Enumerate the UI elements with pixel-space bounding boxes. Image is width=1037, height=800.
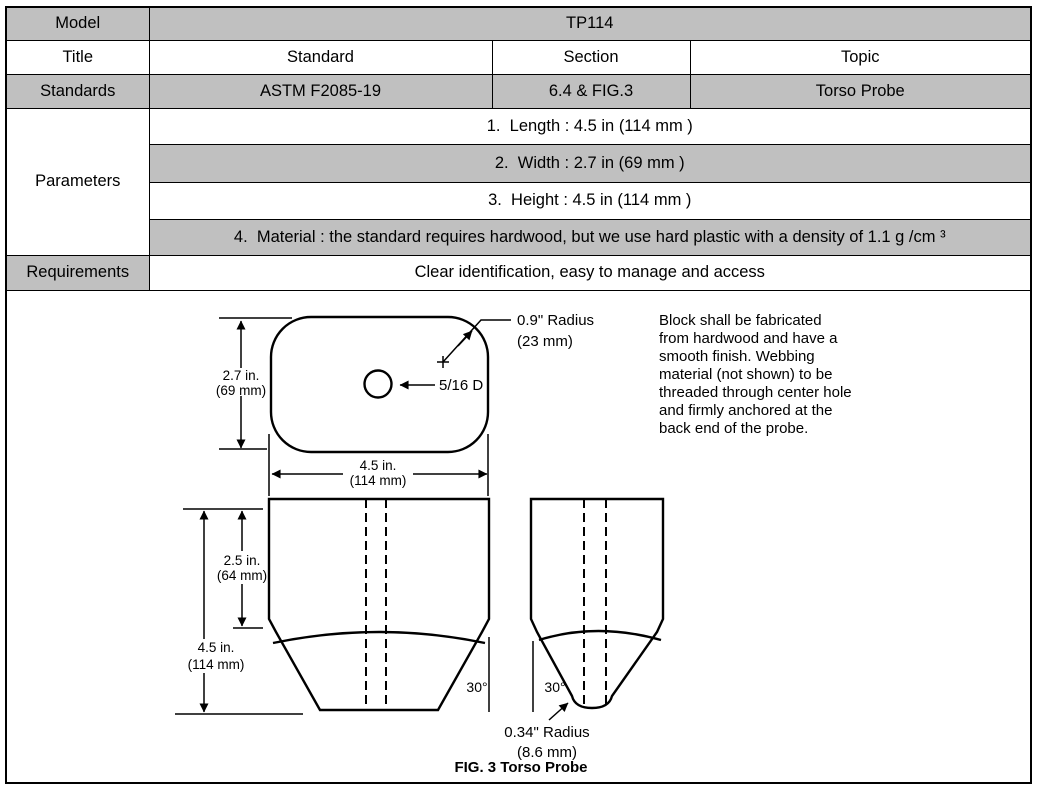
row-model [6, 7, 1031, 40]
dim-upper-height-label-mm: (64 mm) [216, 567, 267, 583]
extension-lines-side-view [175, 509, 489, 714]
requirements-label: Requirements [6, 255, 149, 290]
note-line: and firmly anchored at the [658, 401, 832, 419]
standards-label: Standards [6, 74, 149, 108]
radius-leader-line [443, 320, 511, 362]
row-parameter-4 [6, 219, 1031, 255]
tip-radius-leader-arrow [549, 703, 568, 720]
side-cone-intersection-arc [273, 632, 485, 643]
fabrication-note [659, 312, 852, 437]
parameter-item-length: 1. Length : 4.5 in (114 mm ) [149, 108, 1031, 144]
spec-table [5, 6, 1032, 784]
row-parameter-3 [6, 182, 1031, 219]
col-header-section: Section [492, 40, 690, 74]
dim-total-height-label-in: 4.5 in. [197, 639, 234, 655]
dim-width-label-mm: (69 mm) [215, 382, 266, 398]
corner-radius-label-mm: (23 mm) [516, 332, 573, 350]
standards-topic: Torso Probe [690, 74, 1031, 108]
side-center-hole-hidden-lines [366, 499, 386, 710]
torso-probe-figure [9, 291, 1029, 777]
requirements-value: Clear identification, easy to manage and access [149, 255, 1031, 290]
row-requirements [6, 255, 1031, 290]
col-header-topic: Topic [690, 40, 1031, 74]
front-center-hole-hidden-lines [584, 499, 606, 705]
front-taper-angle-label: 30° [543, 678, 566, 695]
dim-total-height-label-mm: (114 mm) [187, 656, 244, 672]
row-title-header [6, 40, 1031, 74]
side-view-labels [187, 553, 487, 695]
tip-radius-label-mm: (8.6 mm) [516, 743, 577, 761]
row-standards [6, 74, 1031, 108]
standards-section: 6.4 & FIG.3 [492, 74, 690, 108]
note-line: material (not shown) to be [658, 365, 832, 383]
parameter-item-width: 2. Width : 2.7 in (69 mm ) [149, 144, 1031, 182]
figure-cell [6, 290, 1031, 783]
model-value: TP114 [149, 7, 1031, 40]
dim-length-label-in: 4.5 in. [359, 457, 396, 473]
probe-side-outline [269, 499, 489, 710]
corner-radius-label-in: 0.9" Radius [516, 311, 594, 329]
parameter-item-height: 3. Height : 4.5 in (114 mm ) [149, 182, 1031, 219]
parameter-item-material: 4. Material : the standard requires hardwood, but we use hard plastic with a density of 1.1 g /cm ³ [149, 219, 1031, 255]
extension-lines-top-view [219, 318, 488, 496]
model-label: Model [6, 7, 149, 40]
side-taper-angle-label: 30° [465, 678, 488, 695]
note-line: back end of the probe. [658, 419, 808, 437]
dim-length-label-mm: (114 mm) [349, 472, 406, 488]
standards-standard: ASTM F2085-19 [149, 74, 492, 108]
note-line: smooth finish. Webbing [658, 347, 815, 365]
dim-width-label-in: 2.7 in. [222, 367, 259, 383]
radius-leader-arrow [458, 331, 472, 346]
front-view-labels [504, 679, 589, 761]
probe-front-outline [531, 499, 663, 708]
dim-upper-height-label-in: 2.5 in. [223, 552, 260, 568]
row-parameter-2 [6, 144, 1031, 182]
parameters-label: Parameters [6, 108, 149, 255]
note-line: from hardwood and have a [658, 329, 837, 347]
tip-radius-label-in: 0.34" Radius [503, 723, 590, 741]
row-parameter-1 [6, 108, 1031, 144]
title-label: Title [6, 40, 149, 74]
row-figure [6, 290, 1031, 783]
note-line: threaded through center hole [658, 383, 852, 401]
figure-caption: FIG. 3 Torso Probe [453, 758, 588, 776]
top-view-labels [215, 312, 593, 488]
side-view-drawing [175, 499, 489, 714]
note-line: Block shall be fabricated [658, 311, 822, 329]
hole-diameter-label: 5/16 D [438, 376, 483, 394]
col-header-standard: Standard [149, 40, 492, 74]
center-hole [364, 370, 391, 397]
front-cone-intersection-arc [539, 631, 661, 640]
